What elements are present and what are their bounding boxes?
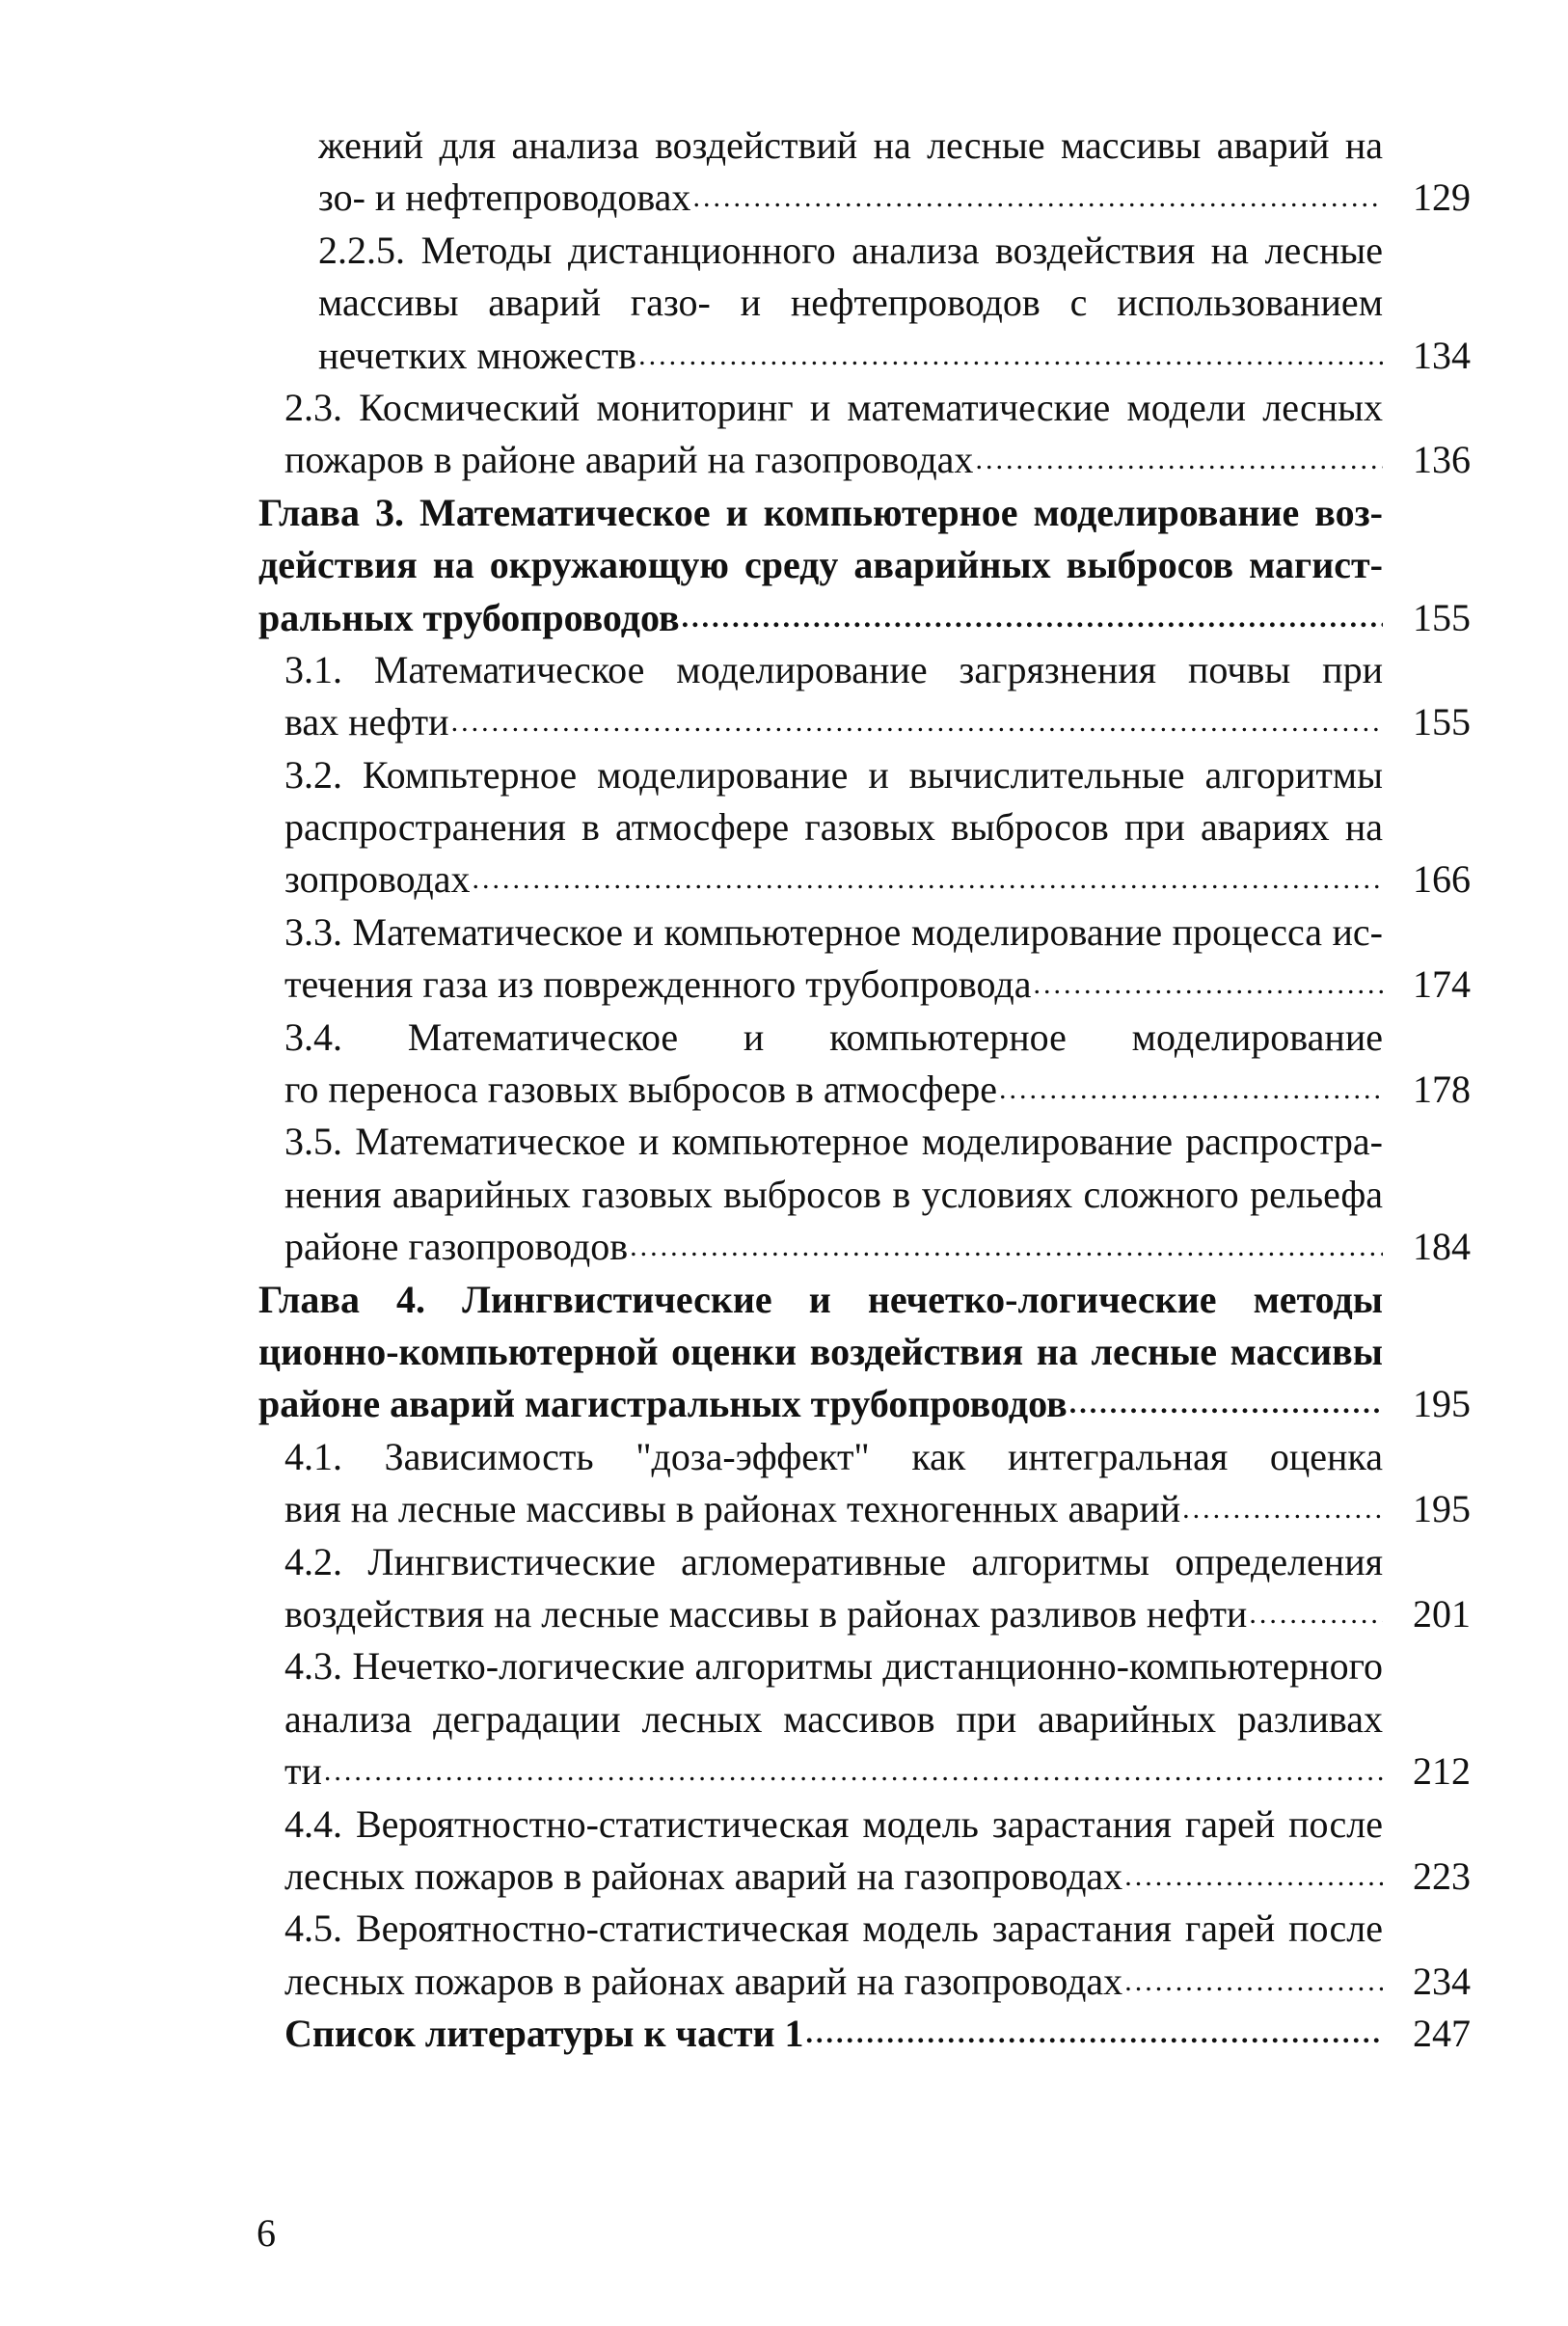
dot-leader <box>680 592 1383 644</box>
toc-line <box>0 1116 1568 1168</box>
toc-line-text-wrap: 4.2. Лингвистические агломеративные алгоритмы определения <box>284 1539 1383 1583</box>
toc-line-text-wrap: 4.5. Вероятностно-статистическая модель зарастания гарей после <box>284 1907 1383 1951</box>
toc-page-number: 195 <box>1413 1382 1471 1426</box>
toc-page-number: 223 <box>1413 1853 1471 1898</box>
toc-entry-text: вах нефти <box>284 700 449 744</box>
toc-line <box>0 959 1568 1011</box>
toc-line-text-wrap <box>284 1483 1383 1535</box>
toc-entry-text: районе газопроводов <box>284 1225 629 1269</box>
toc-entry-text: ти <box>284 1749 322 1794</box>
toc-line-text-wrap <box>284 959 1383 1011</box>
toc-page-number: 136 <box>1413 438 1471 482</box>
toc-entry-text: нечетких множеств <box>318 333 637 377</box>
toc-entry-text: зо- и нефтепроводовах <box>318 176 691 220</box>
toc-line-text-wrap <box>284 853 1383 906</box>
toc-line <box>0 539 1568 591</box>
dot-leader <box>628 1221 1383 1273</box>
toc-line-text-wrap <box>284 1221 1383 1273</box>
toc-entry-text: лесных пожаров в районах аварий на газопроводах <box>284 1959 1123 2003</box>
toc-line <box>0 696 1568 748</box>
toc-entry-text: лесных пожаров в районах аварий на газопроводах <box>284 1853 1123 1898</box>
toc-line-text-wrap: 4.4. Вероятностно-статистическая модель зарастания гарей после <box>284 1801 1383 1846</box>
toc-page-number: 178 <box>1413 1068 1471 1112</box>
toc-line-text-wrap <box>284 1956 1383 2008</box>
toc-page-number: 212 <box>1413 1749 1471 1794</box>
toc-line-text-wrap <box>284 1745 1383 1798</box>
toc-line <box>0 1693 1568 1745</box>
toc-line <box>0 1169 1568 1221</box>
toc-line <box>0 172 1568 224</box>
dot-leader <box>1122 1956 1383 2008</box>
toc-entry-text: районе аварий магистральных трубопроводов <box>258 1382 1068 1426</box>
toc-line <box>0 749 1568 801</box>
toc-line-text-wrap <box>258 592 1383 644</box>
toc-page-number: 166 <box>1413 857 1471 902</box>
toc-line <box>0 1012 1568 1064</box>
dot-leader <box>449 696 1383 748</box>
dot-leader <box>1032 959 1384 1011</box>
toc-line <box>0 1326 1568 1378</box>
toc-page-number: 155 <box>1413 700 1471 744</box>
dot-leader <box>804 2008 1383 2060</box>
toc-line <box>0 1483 1568 1535</box>
table-of-contents <box>0 120 1568 2060</box>
toc-line-text-wrap: массивы аварий газо- и нефтепроводов с использованием <box>318 281 1383 325</box>
toc-entry-text: течения газа из поврежденного трубопровода <box>284 962 1032 1007</box>
toc-entry-text: вия на лесные массивы в районах техногенных аварий <box>284 1487 1181 1531</box>
toc-page-number: 234 <box>1413 1959 1471 2003</box>
toc-line <box>0 434 1568 486</box>
toc-entry-text: го переноса газовых выбросов в атмосфере <box>284 1068 998 1112</box>
toc-entry-text: ральных трубопроводов <box>258 595 680 639</box>
toc-line-text-wrap: 3.5. Математическое и компьютерное моделирование распростра- <box>284 1120 1383 1164</box>
dot-leader <box>1247 1588 1383 1640</box>
toc-line <box>0 2008 1568 2060</box>
toc-line-text-wrap <box>284 1851 1383 1903</box>
toc-line-text-wrap: 3.3. Математическое и компьютерное моделирование процесса ис- <box>284 909 1383 954</box>
toc-line <box>0 906 1568 959</box>
toc-page-number: 201 <box>1413 1591 1471 1636</box>
toc-line <box>0 1588 1568 1640</box>
toc-line <box>0 382 1568 434</box>
dot-leader <box>690 172 1383 224</box>
toc-line-text-wrap: 4.1. Зависимость "доза-эффект" как интегральная оценка <box>284 1434 1383 1478</box>
toc-line <box>0 1431 1568 1483</box>
toc-line <box>0 1903 1568 1955</box>
toc-line-text-wrap: нения аварийных газовых выбросов в условиях сложного рельефа <box>284 1172 1383 1216</box>
toc-line <box>0 644 1568 696</box>
toc-line <box>0 225 1568 277</box>
toc-entry-text: пожаров в районе аварий на газопроводах <box>284 438 974 482</box>
toc-line <box>0 1064 1568 1116</box>
toc-line-text-wrap: ционно-компьютерной оценки воздействия на лесные массивы <box>258 1329 1383 1373</box>
toc-line-text-wrap: 3.2. Компьтерное моделирование и вычислительные алгоритмы <box>284 752 1383 797</box>
dot-leader <box>1180 1483 1383 1535</box>
toc-line <box>0 1640 1568 1692</box>
toc-line <box>0 487 1568 539</box>
toc-line-text-wrap <box>284 696 1383 748</box>
toc-line <box>0 592 1568 644</box>
toc-page-number: 129 <box>1413 176 1471 220</box>
toc-page-number: 184 <box>1413 1225 1471 1269</box>
toc-line <box>0 1799 1568 1851</box>
toc-line-text-wrap <box>284 2008 1383 2060</box>
toc-line-text-wrap: жений для анализа воздействий на лесные массивы аварий на <box>318 123 1383 167</box>
dot-leader <box>322 1745 1383 1798</box>
toc-page-number: 247 <box>1413 2012 1471 2056</box>
dot-leader <box>973 434 1383 486</box>
toc-line-text-wrap <box>318 330 1383 382</box>
toc-line-text-wrap <box>284 1588 1383 1640</box>
dot-leader <box>1122 1851 1383 1903</box>
page-number: 6 <box>257 2211 276 2255</box>
toc-line <box>0 1274 1568 1326</box>
toc-line-text-wrap: Глава 4. Лингвистические и нечетко-логические методы <box>258 1277 1383 1321</box>
toc-line <box>0 1536 1568 1588</box>
toc-line-text-wrap: анализа деградации лесных массивов при аварийных разливах <box>284 1696 1383 1741</box>
toc-page-number: 195 <box>1413 1487 1471 1531</box>
toc-line-text-wrap <box>284 1064 1383 1116</box>
toc-line <box>0 1221 1568 1273</box>
dot-leader <box>997 1064 1383 1116</box>
toc-entry-text: воздействия на лесные массивы в районах разливов нефти <box>284 1591 1248 1636</box>
toc-line-text-wrap <box>284 434 1383 486</box>
toc-entry-text: Список литературы к части 1 <box>284 2012 804 2056</box>
toc-line-text-wrap <box>258 1378 1383 1430</box>
toc-line-text-wrap: распространения в атмосфере газовых выбросов при авариях на <box>284 805 1383 850</box>
dot-leader <box>636 330 1383 382</box>
toc-line-text-wrap: 4.3. Нечетко-логические алгоритмы дистанционно-компьютерного <box>284 1644 1383 1689</box>
toc-line-text-wrap <box>318 172 1383 224</box>
toc-line <box>0 1378 1568 1430</box>
toc-line-text-wrap: 2.2.5. Методы дистанционного анализа воздействия на лесные <box>318 228 1383 272</box>
toc-line <box>0 1745 1568 1798</box>
dot-leader <box>1068 1378 1383 1430</box>
toc-line-text-wrap: 3.4. Математическое и компьютерное моделирование <box>284 1014 1383 1059</box>
toc-line <box>0 1956 1568 2008</box>
toc-page-number: 155 <box>1413 595 1471 639</box>
toc-page-number: 174 <box>1413 962 1471 1007</box>
toc-line <box>0 801 1568 853</box>
toc-line-text-wrap: 3.1. Математическое моделирование загрязнения почвы при <box>284 647 1383 691</box>
toc-line-text-wrap: 2.3. Космический мониторинг и математические модели лесных <box>284 385 1383 429</box>
toc-line <box>0 120 1568 172</box>
toc-line <box>0 853 1568 906</box>
dot-leader <box>471 853 1383 906</box>
toc-line <box>0 1851 1568 1903</box>
toc-page-number: 134 <box>1413 333 1471 377</box>
toc-line-text-wrap: действия на окружающую среду аварийных выбросов магист- <box>258 543 1383 587</box>
toc-line <box>0 277 1568 329</box>
toc-line-text-wrap: Глава 3. Математическое и компьютерное моделирование воз- <box>258 490 1383 534</box>
toc-entry-text: зопроводах <box>284 857 471 902</box>
toc-line <box>0 330 1568 382</box>
